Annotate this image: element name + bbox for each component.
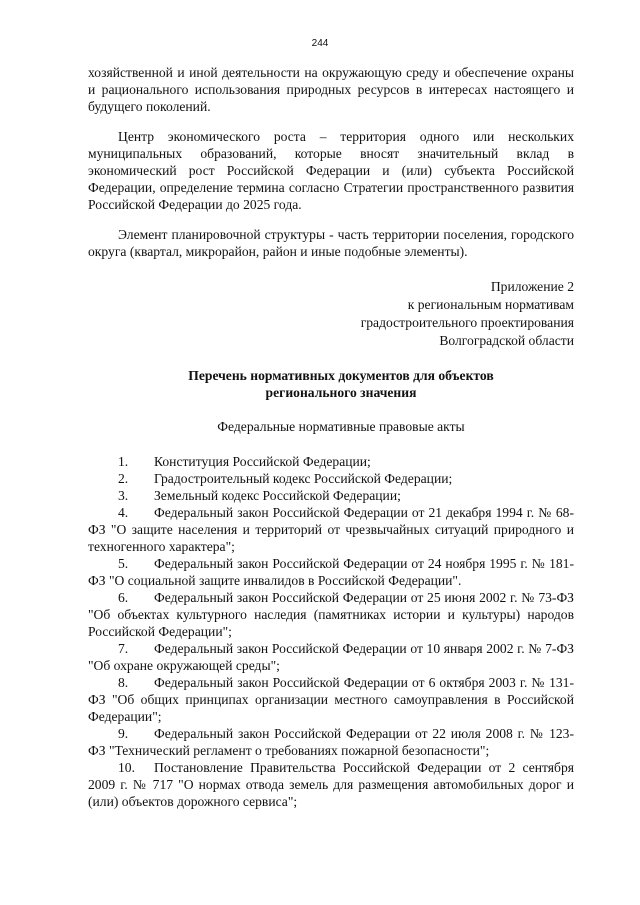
item-number: 9. — [118, 726, 129, 741]
list-item — [88, 470, 574, 487]
list-item — [88, 589, 574, 640]
item-number: 8. — [118, 675, 129, 690]
item-text: Градостроительный кодекс Российской Федерации; — [154, 471, 453, 486]
item-text: Федеральный закон Российской Федерации от 6 октября 2003 г. № 131-ФЗ "Об общих принципах организации местного самоуправления в Российской Федерации"; — [88, 675, 574, 724]
appendix-line: Приложение 2 — [490, 279, 574, 294]
item-text: Федеральный закон Российской Федерации от 21 декабря 1994 г. № 68-ФЗ "О защите населения и территорий от чрезвычайных ситуаций природного и техногенного характера"; — [88, 505, 574, 554]
item-text: Федеральный закон Российской Федерации от 10 января 2002 г. № 7-ФЗ "Об охране окружающей среды"; — [88, 641, 574, 673]
heading-line: регионального значения — [265, 385, 417, 400]
item-number: 6. — [118, 590, 129, 605]
appendix-line: к региональным нормативам — [407, 297, 574, 312]
item-text: Земельный кодекс Российской Федерации; — [154, 488, 401, 503]
list-item — [88, 453, 574, 470]
heading-line: Перечень нормативных документов для объектов — [188, 368, 494, 383]
list-item — [88, 674, 574, 725]
item-number: 7. — [118, 641, 129, 656]
list-item — [88, 555, 574, 589]
page-number: 244 — [311, 38, 329, 49]
list-item — [88, 487, 574, 504]
document-heading — [88, 367, 574, 401]
item-number: 5. — [118, 556, 129, 571]
list-item — [88, 725, 574, 759]
appendix-block — [88, 278, 574, 350]
item-number: 2. — [118, 471, 129, 486]
paragraph-planning-element: Элемент планировочной структуры - часть территории поселения, городского округа (квартал, микрорайон, район и иные подобные элементы). — [88, 227, 574, 259]
item-text: Федеральный закон Российской Федерации от 22 июля 2008 г. № 123-ФЗ "Технический регламент о требованиях пожарной безопасности"; — [88, 726, 574, 758]
section-subheading: Федеральные нормативные правовые акты — [217, 419, 465, 434]
item-number: 10. — [118, 760, 135, 775]
acts-list — [88, 453, 574, 810]
item-number: 3. — [118, 488, 129, 503]
item-text: Федеральный закон Российской Федерации от 25 июня 2002 г. № 73-ФЗ "Об объектах культурного наследия (памятниках истории и культуры) народов Российской Федерации"; — [88, 590, 574, 639]
item-text: Федеральный закон Российской Федерации от 24 ноября 1995 г. № 181-ФЗ "О социальной защите инвалидов в Российской Федерации". — [88, 556, 574, 588]
list-item — [88, 504, 574, 555]
paragraph-growth-center: Центр экономического роста – территория одного или нескольких муниципальных образований, которые вносят значительный вклад в экономический рост Российской Федерации и (или) субъекта Российской Федерации, определение термина согласно Стратегии пространственного развития Российской Федерации до 2025 года. — [88, 129, 574, 212]
item-text: Постановление Правительства Российской Федерации от 2 сентября 2009 г. № 717 "О нормах отвода земель для размещения автомобильных дорог и (или) объектов дорожного сервиса"; — [88, 760, 574, 809]
paragraph-continued: хозяйственной и иной деятельности на окружающую среду и обеспечение охраны и рационального использования природных ресурсов в интересах настоящего и будущего поколений. — [88, 65, 574, 114]
list-item — [88, 759, 574, 810]
item-number: 4. — [118, 505, 129, 520]
item-number: 1. — [118, 454, 129, 469]
list-item — [88, 640, 574, 674]
document-body — [88, 64, 574, 810]
item-text: Конституция Российской Федерации; — [154, 454, 371, 469]
appendix-line: градостроительного проектирования — [360, 315, 574, 330]
appendix-line: Волгоградской области — [439, 333, 574, 348]
